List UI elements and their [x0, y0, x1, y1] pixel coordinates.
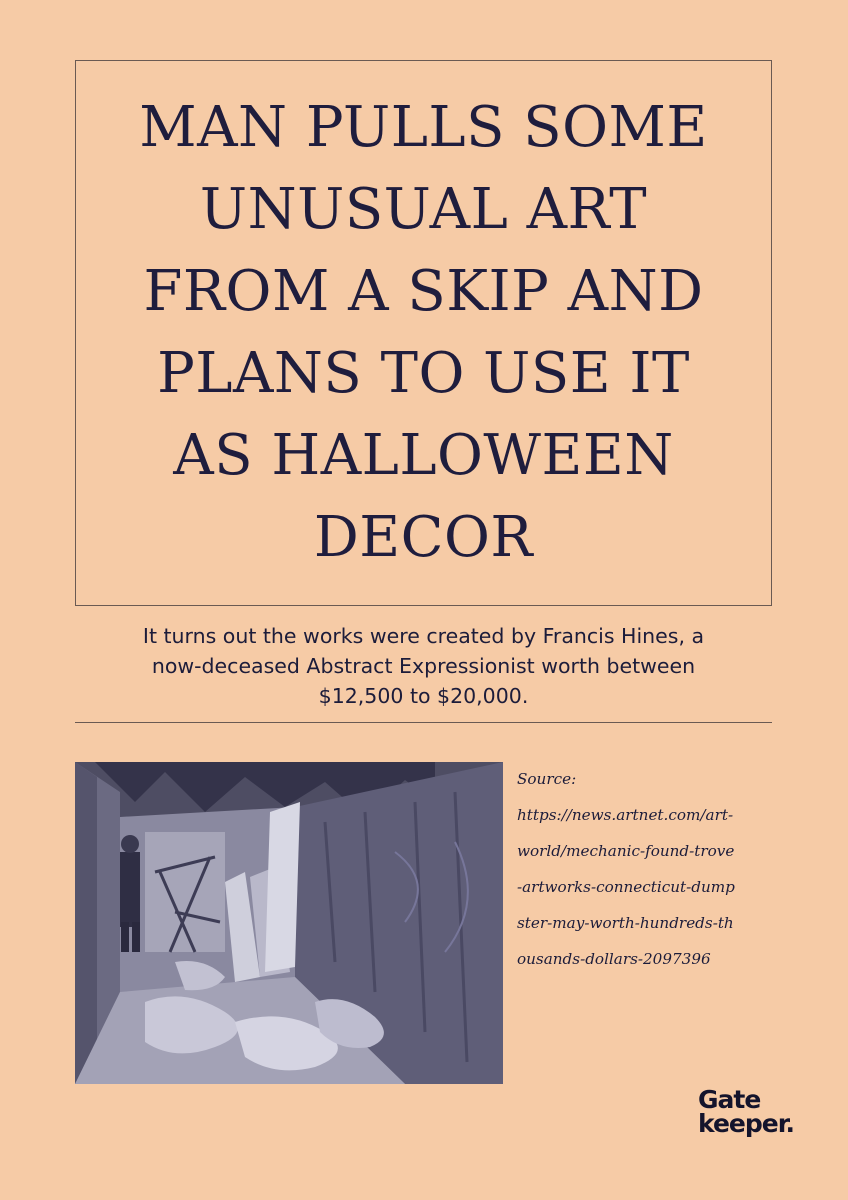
logo-line-2: keeper. [698, 1109, 794, 1138]
logo-line-1: Gate [698, 1085, 761, 1114]
source-citation [517, 761, 807, 977]
source-url-line: ousands-dollars-2097396 [517, 950, 711, 968]
divider [75, 722, 772, 723]
headline-frame [75, 60, 772, 606]
source-label: Source: [517, 770, 577, 788]
source-url-line: ster-may-worth-hundreds-th [517, 914, 734, 932]
gatekeeper-logo [698, 1085, 794, 1138]
headline: MAN PULLS SOME UNUSUAL ART FROM A SKIP AND PLANS TO USE IT AS HALLOWEEN DECOR [139, 95, 708, 570]
subheadline: It turns out the works were created by Francis Hines, a now-deceased Abstract Expressionist worth between $12,500 to $20,000. [142, 624, 705, 708]
dumpster-photo [75, 762, 503, 1084]
source-url-line: world/mechanic-found-trove [517, 842, 735, 860]
source-url-line: -artworks-connecticut-dump [517, 878, 735, 896]
source-url-line: https://news.artnet.com/art- [517, 806, 734, 824]
